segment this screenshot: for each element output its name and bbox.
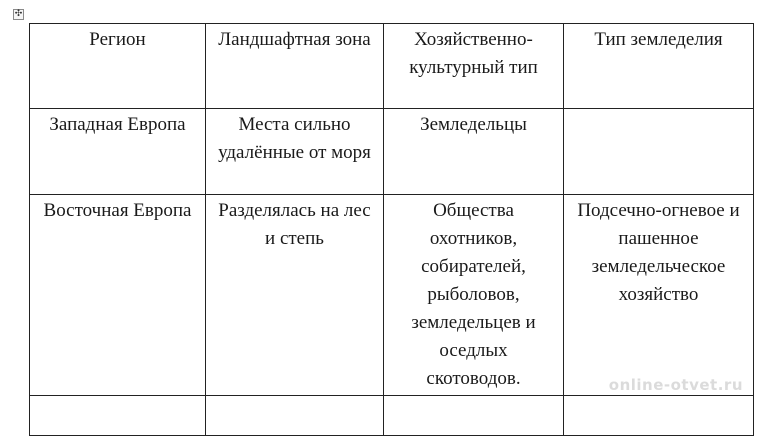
table-row — [30, 195, 754, 396]
table-cell[interactable] — [564, 109, 754, 195]
data-table — [29, 23, 754, 436]
table-cell[interactable]: Места сильно удалённые от моря — [206, 109, 384, 195]
table-row — [30, 109, 754, 195]
table-cell[interactable]: Подсечно-огневое и пашенное земледельческое хозяйство — [564, 195, 754, 396]
table-cell[interactable] — [30, 396, 206, 436]
table-cell[interactable] — [206, 396, 384, 436]
table-row-empty — [30, 396, 754, 436]
header-cell-farming-type[interactable]: Тип земледелия — [564, 24, 754, 109]
table-cell[interactable] — [384, 396, 564, 436]
table-cell[interactable]: Разделялась на лес и степь — [206, 195, 384, 396]
table-cell[interactable]: Восточная Европа — [30, 195, 206, 396]
header-cell-region[interactable]: Регион — [30, 24, 206, 109]
table-move-handle-icon[interactable]: ✣ — [14, 9, 23, 19]
table-cell[interactable]: Общества охотников, собирателей, рыболовов, земледельцев и оседлых скотоводов. — [384, 195, 564, 396]
header-cell-economic-cultural-type[interactable]: Хозяйственно-культурный тип — [384, 24, 564, 109]
table-cell[interactable]: Западная Европа — [30, 109, 206, 195]
watermark-text: online-otvet.ru — [608, 376, 743, 394]
table-cell[interactable]: Земледельцы — [384, 109, 564, 195]
table-header-row — [30, 24, 754, 109]
header-cell-landscape-zone[interactable]: Ландшафтная зона — [206, 24, 384, 109]
table-cell[interactable] — [564, 396, 754, 436]
